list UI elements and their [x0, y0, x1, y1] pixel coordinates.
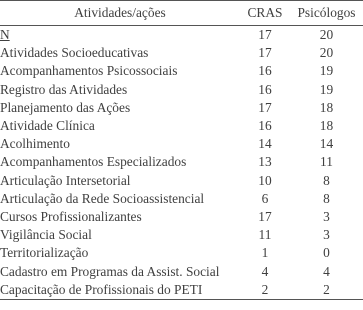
table-row	[0, 262, 363, 280]
header-row	[0, 1, 363, 26]
row-activity: Cadastro em Programas da Assist. Social	[0, 263, 220, 279]
row-psychologists: 11	[320, 154, 333, 170]
row-psychologists: 18	[319, 118, 334, 134]
row-activity: Territorialização	[0, 245, 89, 261]
row-activity: Planejamento das Ações	[0, 99, 131, 115]
table-row	[0, 62, 363, 80]
row-psychologists: 20	[319, 45, 334, 61]
row-cras: 17	[258, 208, 272, 224]
row-activity: Articulação Intersetorial	[0, 172, 131, 188]
table-row	[0, 153, 363, 171]
row-psychologists: 18	[319, 99, 334, 115]
row-psychologists: 20	[319, 27, 334, 43]
row-psychologists: 14	[319, 136, 334, 152]
row-activity: Acompanhamentos Psicossociais	[0, 63, 178, 79]
row-psychologists: 3	[323, 227, 330, 243]
table-header	[0, 1, 363, 26]
row-cras: 10	[258, 172, 272, 188]
row-psychologists: 4	[323, 263, 330, 279]
table-row	[0, 81, 363, 99]
row-cras: 4	[261, 263, 269, 279]
row-activity: Acolhimento	[0, 136, 70, 152]
row-psychologists: 0	[323, 245, 330, 261]
row-cras: 16	[258, 81, 272, 97]
row-activity: Articulação da Rede Socioassistencial	[0, 190, 205, 206]
header-activity: Atividades/ações	[0, 1, 240, 26]
table-row	[0, 117, 363, 135]
row-cras: 17	[258, 99, 272, 115]
header-psychologists: Psicólogos	[290, 1, 363, 26]
row-cras: 13	[258, 154, 272, 170]
row-psychologists: 2	[290, 281, 363, 300]
row-activity: Capacitação de Profissionais do PETI	[0, 281, 240, 300]
row-cras: 17	[258, 27, 272, 43]
row-psychologists: 19	[319, 81, 334, 97]
table-row	[0, 172, 363, 190]
table-row	[0, 208, 363, 226]
table-row	[0, 226, 363, 244]
table-row	[0, 135, 363, 153]
row-cras: 11	[258, 227, 272, 243]
table-row	[0, 190, 363, 208]
row-cras: 1	[261, 245, 269, 261]
row-cras: 16	[258, 63, 272, 79]
row-cras: 14	[258, 136, 272, 152]
row-cras: 2	[240, 281, 290, 300]
row-activity: Vigilância Social	[0, 227, 92, 243]
row-activity: Cursos Profissionalizantes	[0, 208, 142, 224]
table-row	[0, 44, 363, 62]
row-activity: Registro das Atividades	[0, 81, 128, 97]
row-cras: 16	[258, 118, 272, 134]
row-psychologists: 19	[319, 63, 334, 79]
row-psychologists: 8	[323, 190, 330, 206]
row-activity: Acompanhamentos Especializados	[0, 154, 187, 170]
row-psychologists: 3	[323, 208, 330, 224]
row-cras: 17	[258, 45, 272, 61]
table-row	[0, 26, 363, 45]
row-activity: Atividade Clínica	[0, 118, 95, 134]
table-body	[0, 26, 363, 300]
table-row	[0, 281, 363, 300]
row-activity: N	[0, 27, 10, 43]
row-cras: 6	[261, 190, 269, 206]
row-psychologists: 8	[323, 172, 330, 188]
header-cras: CRAS	[240, 1, 290, 26]
table-row	[0, 99, 363, 117]
table-row	[0, 244, 363, 262]
row-activity: Atividades Socioeducativas	[0, 45, 149, 61]
